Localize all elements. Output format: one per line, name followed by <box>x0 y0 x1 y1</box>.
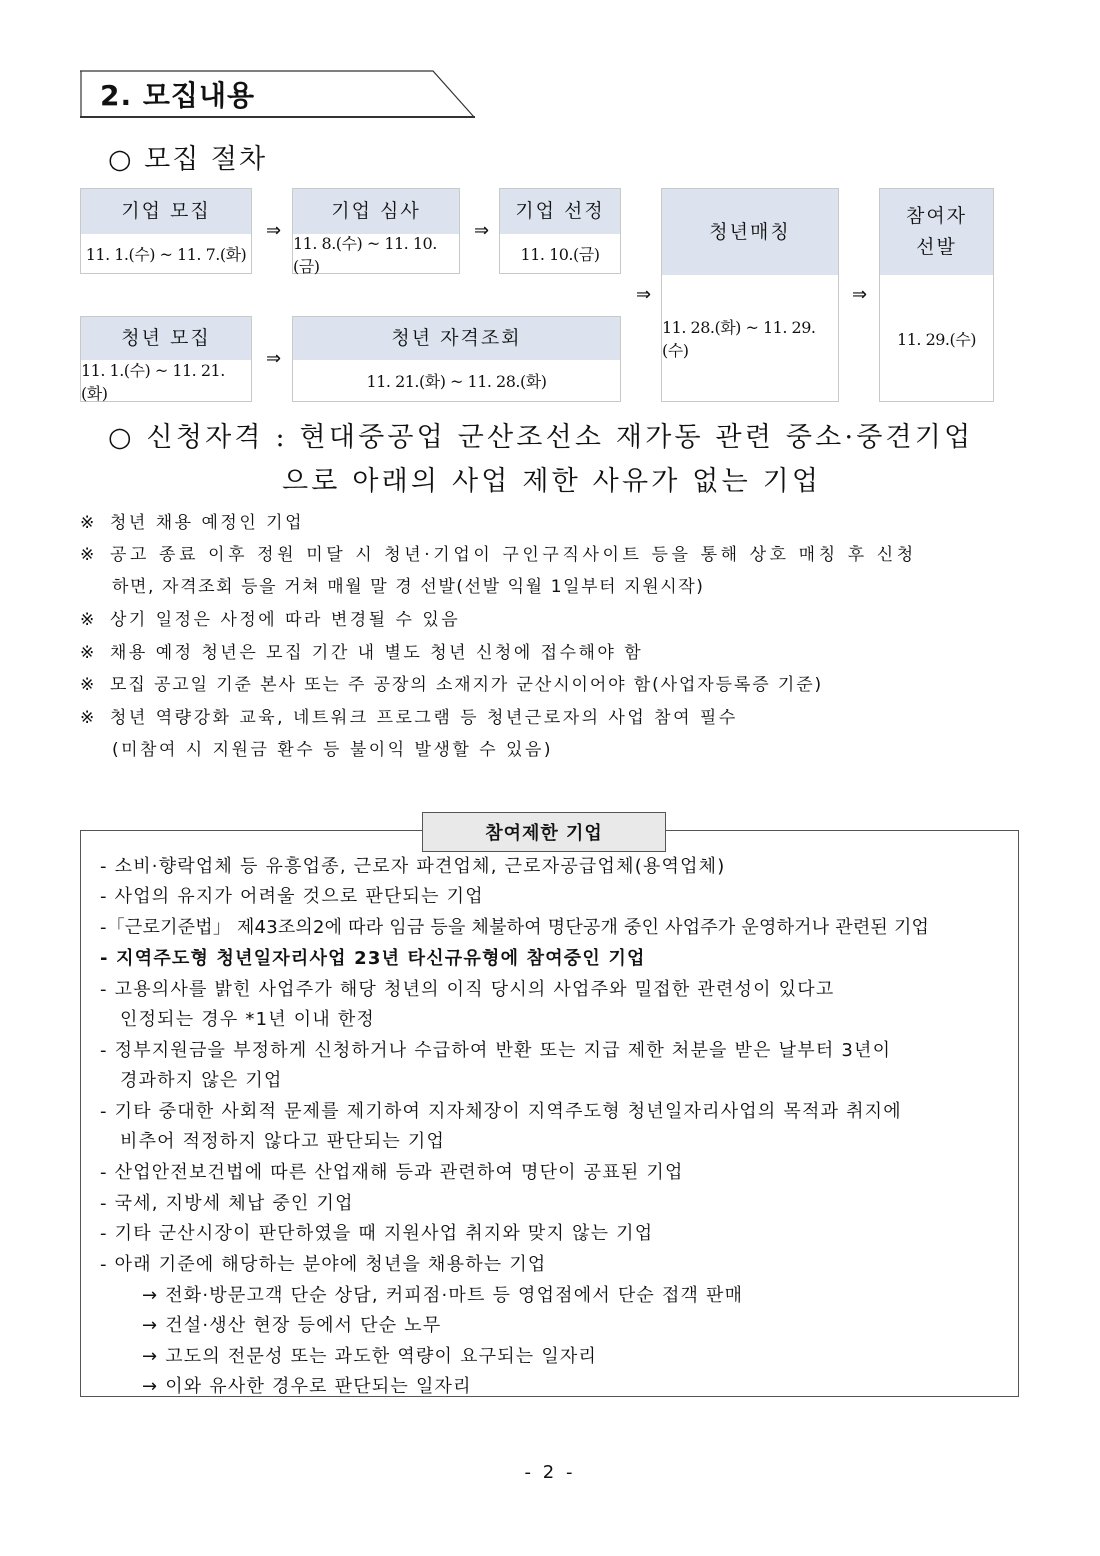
restricted-item-cont: 경과하지 않은 기업 <box>120 1070 283 1091</box>
restricted-subitem: → 전화·방문고객 단순 상담, 커피점·마트 등 영업점에서 단순 접객 판매 <box>142 1285 744 1306</box>
restricted-item: -「근로기준법」 제43조의2에 따라 임금 등을 체불하여 명단공개 중인 사업주가 운영하거나 관련된 기업 <box>100 917 930 938</box>
note-text: 상기 일정은 사정에 따라 변경될 수 있음 <box>110 610 461 630</box>
note-text: 청년 채용 예정인 기업 <box>110 513 305 533</box>
step-label: 청년매칭 <box>662 189 838 275</box>
arrow-icon: ⇒ <box>474 220 490 241</box>
note-text-cont: (미참여 시 지원금 환수 등 불이익 발생할 수 있음) <box>112 740 554 760</box>
restricted-subitem: → 고도의 전문성 또는 과도한 역량이 요구되는 일자리 <box>142 1346 598 1367</box>
step-date: 11. 8.(수) ~ 11. 10.(금) <box>293 233 437 276</box>
note-marker: ※ <box>80 643 95 663</box>
step-date: 11. 29.(수) <box>897 329 976 349</box>
arrow-icon: ⇒ <box>266 220 282 241</box>
procedure-heading: ○ 모집 절차 <box>108 144 268 175</box>
restricted-subitem: → 이와 유사한 경우로 판단되는 일자리 <box>142 1376 472 1397</box>
restricted-item: - 정부지원금을 부정하게 신청하거나 수급하여 반환 또는 지급 제한 처분을 받은 날부터 3년이 <box>100 1040 892 1061</box>
step-date: 11. 28.(화) ~ 11. 29.(수) <box>662 318 816 360</box>
step-youth-recruit <box>80 316 252 402</box>
note-item <box>80 605 460 630</box>
step-participant-selection <box>879 188 994 402</box>
step-company-recruit <box>80 188 252 274</box>
note-text: 채용 예정 청년은 모집 기간 내 별도 청년 신청에 접수해야 함 <box>110 643 644 663</box>
restricted-item-cont: 비추어 적정하지 않다고 판단되는 기업 <box>120 1131 446 1152</box>
note-text: 공고 종료 이후 정원 미달 시 청년·기업이 구인구직사이트 등을 통해 상호 매칭 후 신청 <box>110 545 917 565</box>
step-date: 11. 1.(수) ~ 11. 21.(화) <box>81 360 225 403</box>
step-label <box>880 189 993 275</box>
note-item <box>80 703 738 728</box>
note-text: 청년 역량강화 교육, 네트워크 프로그램 등 청년근로자의 사업 참여 필수 <box>110 708 738 728</box>
step-date: 11. 10.(금) <box>520 245 600 264</box>
note-marker: ※ <box>80 610 95 630</box>
step-label-line1: 참여자 <box>905 205 968 227</box>
arrow-icon: ⇒ <box>636 284 652 305</box>
restricted-item: - 아래 기준에 해당하는 분야에 청년을 채용하는 기업 <box>100 1254 547 1275</box>
step-youth-qualification <box>292 316 621 402</box>
restricted-item: - 사업의 유지가 어려울 것으로 판단되는 기업 <box>100 886 484 907</box>
restricted-item: - 국세, 지방세 체납 중인 기업 <box>100 1193 354 1214</box>
step-company-select <box>499 188 621 274</box>
restricted-item: - 소비·향락업체 등 유흥업종, 근로자 파견업체, 근로자공급업체(용역업체) <box>100 856 726 877</box>
note-text: 모집 공고일 기준 본사 또는 주 공장의 소재지가 군산시이어야 함(사업자등록증 기준) <box>110 675 824 695</box>
restricted-item: - 지역주도형 청년일자리사업 23년 타신규유형에 참여중인 기업 <box>100 948 646 969</box>
note-marker: ※ <box>80 708 95 728</box>
restricted-subitem: → 건설·생산 현장 등에서 단순 노무 <box>142 1315 442 1336</box>
step-label: 기업 심사 <box>293 189 459 234</box>
eligibility-line1: ○ 신청자격 : 현대중공업 군산조선소 재가동 관련 중소·중견기업 <box>108 422 974 453</box>
step-label: 청년 자격조회 <box>293 317 620 360</box>
step-youth-matching <box>661 188 839 402</box>
note-marker: ※ <box>80 545 95 565</box>
step-date: 11. 1.(수) ~ 11. 7.(화) <box>85 245 247 264</box>
restricted-item-cont: 인정되는 경우 *1년 이내 한정 <box>120 1009 376 1030</box>
step-date: 11. 21.(화) ~ 11. 28.(화) <box>366 372 547 391</box>
step-label: 기업 선정 <box>500 189 620 234</box>
page-number: - 2 - <box>524 1462 576 1483</box>
note-item <box>80 670 823 695</box>
step-label: 기업 모집 <box>81 189 251 234</box>
step-company-review <box>292 188 460 274</box>
note-marker: ※ <box>80 675 95 695</box>
arrow-icon: ⇒ <box>266 348 282 369</box>
note-item <box>80 508 304 533</box>
step-label: 청년 모집 <box>81 317 251 360</box>
restricted-title: 참여제한 기업 <box>422 812 666 852</box>
note-item <box>80 638 643 663</box>
restricted-item: - 기타 중대한 사회적 문제를 제기하여 지자체장이 지역주도형 청년일자리사업의 목적과 취지에 <box>100 1101 902 1122</box>
restricted-item: - 산업안전보건법에 따른 산업재해 등과 관련하여 명단이 공표된 기업 <box>100 1162 684 1183</box>
restricted-item: - 기타 군산시장이 판단하였을 때 지원사업 취지와 맞지 않는 기업 <box>100 1223 654 1244</box>
note-item <box>80 540 917 565</box>
section-title: 2. 모집내용 <box>100 79 256 112</box>
note-text-cont: 하면, 자격조회 등을 거쳐 매월 말 경 선발(선발 익월 1일부터 지원시작) <box>112 577 705 597</box>
restricted-item: - 고용의사를 밝힌 사업주가 해당 청년의 이직 당시의 사업주와 밀접한 관련성이 있다고 <box>100 979 835 1000</box>
note-marker: ※ <box>80 513 95 533</box>
step-label-line2: 선발 <box>916 236 957 258</box>
eligibility-line2: 으로 아래의 사업 제한 사유가 없는 기업 <box>282 466 822 497</box>
arrow-icon: ⇒ <box>852 284 868 305</box>
